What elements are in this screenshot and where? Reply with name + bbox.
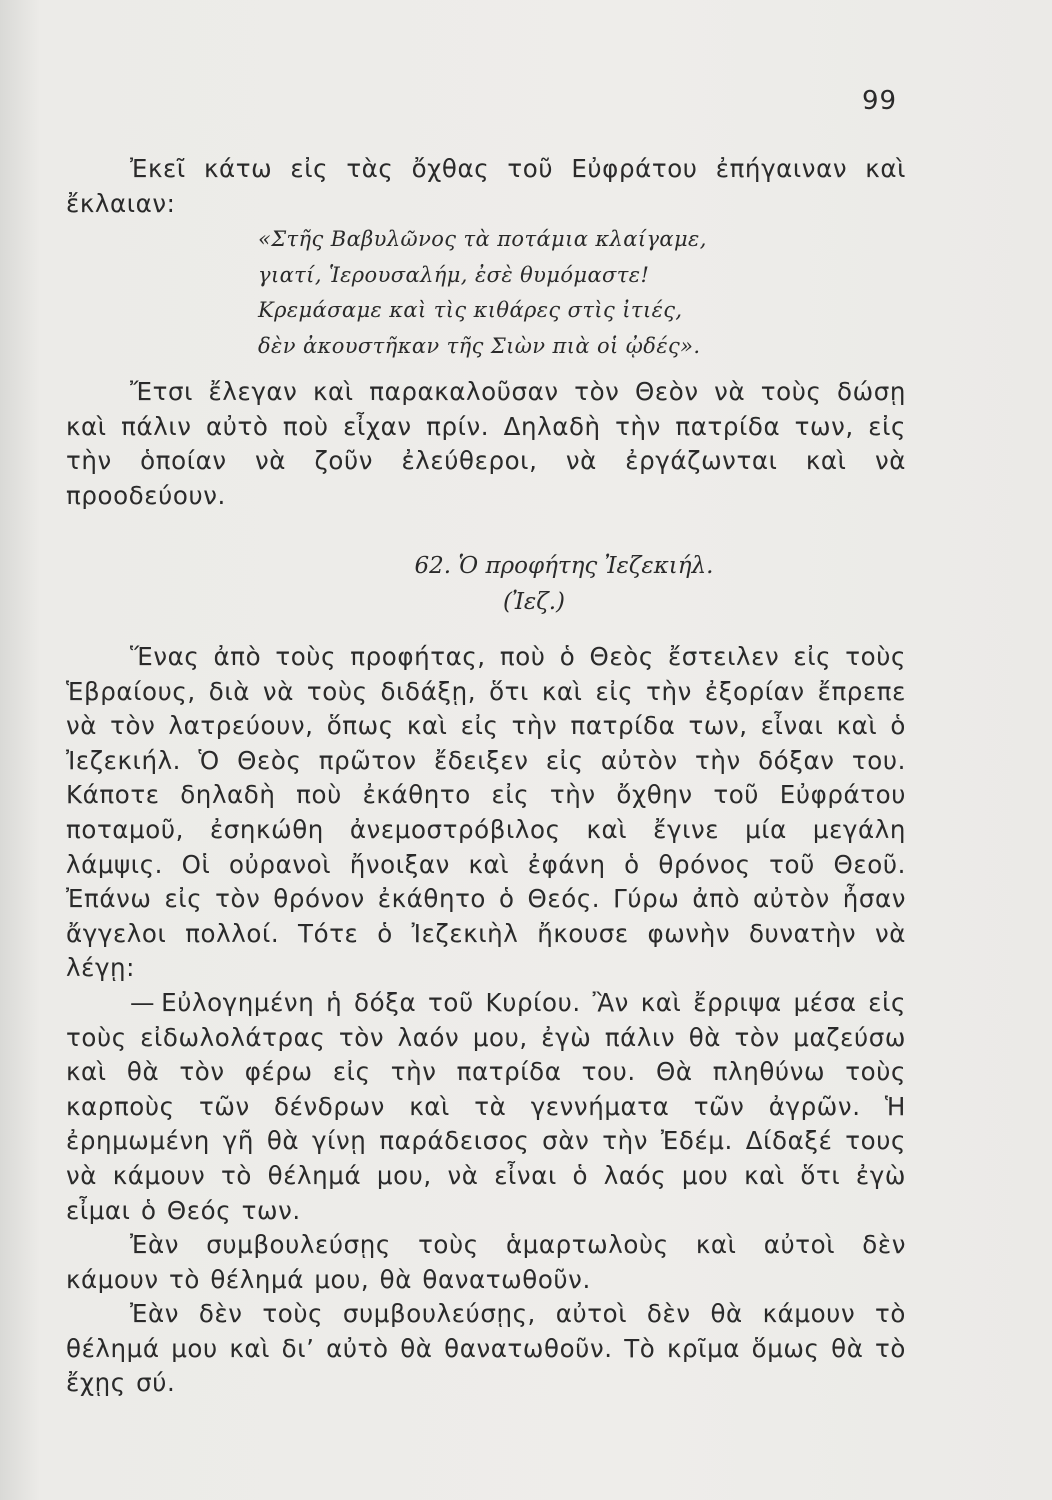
poem-line-4: δὲν ἀκουστῆκαν τῆς Σιὼν πιὰ οἱ ᾠδές».: [258, 333, 701, 358]
section-title: 62. Ὁ προφήτης Ἰεζεκιήλ.: [414, 553, 714, 579]
intro-text: [66, 152, 906, 221]
intro-paragraph: Ἐκεῖ κάτω εἰς τὰς ὄχθας τοῦ Εὐφράτου ἐπήγαιναν καὶ ἔκλαιαν:: [66, 154, 906, 218]
poem-line-2: γιατί, Ἱερουσαλήμ, ἐσὲ θυμόμαστε!: [258, 262, 650, 287]
body-paragraph-2-text: Εὐλογημένη ἡ δόξα τοῦ Κυρίου. Ἂν καὶ ἔρριψα μέσα εἰς τοὺς εἰδωλολάτρας τὸν λαόν μου, ἐγὼ πάλιν θὰ τὸν μαζεύσω καὶ θὰ τὸν φέρω εἰς τὴν πατρίδα του. Θὰ πληθύνω τοὺς καρποὺς τῶν δένδρων καὶ τὰ γεννήματα τῶν ἀγρῶν. Ἡ ἐρημωμένη γῆ θὰ γίνῃ παράδεισος σὰν τὴν Ἐδέμ. Δίδαξέ τους νὰ κάμουν τὸ θέλημά μου, νὰ εἶναι ὁ λαός μου καὶ ὅτι ἐγὼ εἶμαι ὁ Θεός των.: [66, 987, 906, 1225]
section-reference: (Ἰεζ.): [502, 589, 566, 615]
section-heading: [0, 548, 1052, 620]
page-number: 99: [862, 86, 898, 116]
body-paragraph-3: Ἐὰν συμβουλεύσῃς τοὺς ἁμαρτωλοὺς καὶ αὐτοὶ δὲν κάμουν τὸ θέλημά μου, θὰ θανατωθοῦν.: [66, 1230, 906, 1294]
body-paragraph-1: Ἕνας ἀπὸ τοὺς προφήτας, ποὺ ὁ Θεὸς ἔστειλεν εἰς τοὺς Ἑβραίους, διὰ νὰ τοὺς διδάξῃ, ὅτι καὶ εἰς τὴν ἐξορίαν ἔπρεπε νὰ τὸν λατρεύουν, ὅπως καὶ εἰς τὴν πατρίδα των, εἶναι καὶ ὁ Ἰεζεκιήλ. Ὁ Θεὸς πρῶτον ἔδειξεν εἰς αὐτὸν τὴν δόξαν του. Κάποτε δηλαδὴ ποὺ ἐκάθητο εἰς τὴν ὄχθην τοῦ Εὐφράτου ποταμοῦ, ἐσηκώθη ἀνεμοστρόβιλος καὶ ἔγινε μία μεγάλη λάμψις. Οἱ οὐρανοὶ ἤνοιξαν καὶ ἐφάνη ὁ θρόνος τοῦ Θεοῦ. Ἐπάνω εἰς τὸν θρόνον ἐκάθητο ὁ Θεός. Γύρω ἀπὸ αὐτὸν ἦσαν ἄγγελοι πολλοί. Τότε ὁ Ἰεζεκιὴλ ἤκουσε φωνὴν δυνατὴν νὰ λέγῃ:: [66, 642, 906, 983]
poem-line-1: «Στῆς Βαβυλῶνος τὰ ποτάμια κλαίγαμε,: [258, 227, 707, 251]
section-body: [66, 640, 906, 1401]
body-paragraph-4: Ἐὰν δὲν τοὺς συμβουλεύσῃς, αὐτοὶ δὲν θὰ κάμουν τὸ θέλημά μου καὶ δι’ αὐτὸ θὰ θανατωθοῦν. Τὸ κρῖμα ὅμως θὰ τὸ ἔχῃς σύ.: [66, 1299, 906, 1398]
body-paragraph-2: [66, 986, 906, 1228]
paragraph-after-poem: [66, 375, 906, 513]
poem-line-3: Κρεμάσαμε καὶ τὶς κιθάρες στὶς ἰτιές,: [258, 298, 683, 323]
paragraph-after-poem-text: Ἔτσι ἔλεγαν καὶ παρακαλοῦσαν τὸν Θεὸν νὰ τοὺς δώσῃ καὶ πάλιν αὐτὸ ποὺ εἶχαν πρίν. Δηλαδὴ τὴν πατρίδα των, εἰς τὴν ὁποίαν νὰ ζοῦν ἐλεύθεροι, νὰ ἐργάζωνται καὶ νὰ προοδεύουν.: [66, 377, 906, 510]
speech-dash: —: [130, 987, 156, 1017]
poem: [258, 222, 818, 364]
